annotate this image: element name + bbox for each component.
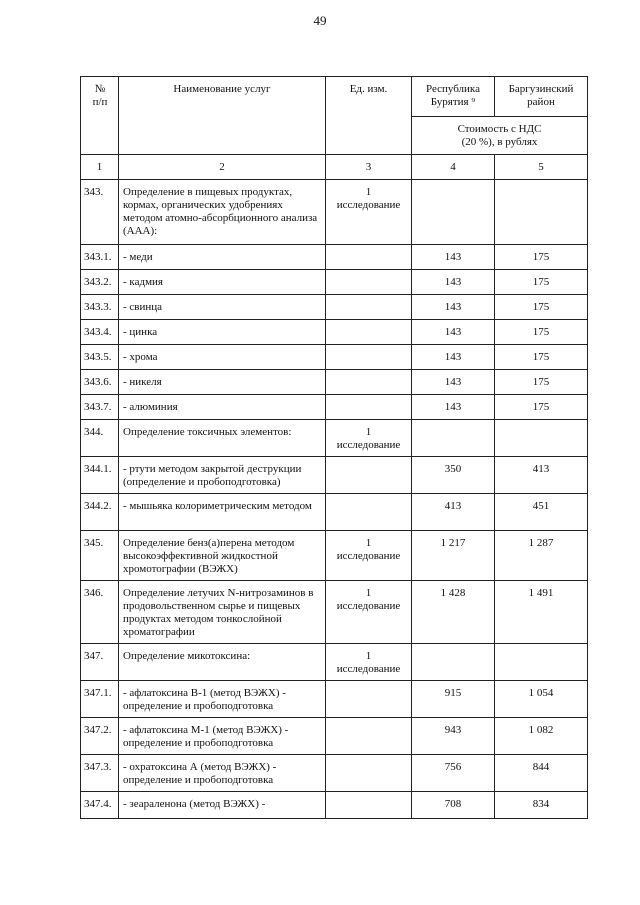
row-price-district: 175 — [495, 245, 588, 270]
table-row — [81, 457, 588, 494]
row-service-name: - никеля — [119, 370, 326, 395]
row-price-district: 1 287 — [495, 531, 588, 581]
row-price-district: 175 — [495, 395, 588, 420]
row-price-republic: 143 — [412, 395, 495, 420]
row-number: 347.3. — [81, 755, 119, 792]
table-row — [81, 180, 588, 245]
row-price-district: 175 — [495, 270, 588, 295]
table-row — [81, 320, 588, 345]
row-price-district: 834 — [495, 792, 588, 819]
row-service-name: - цинка — [119, 320, 326, 345]
row-service-name: - афлатоксина В-1 (метод ВЭЖХ) - определение и пробоподготовка — [119, 681, 326, 718]
row-number: 343.1. — [81, 245, 119, 270]
row-number: 343.2. — [81, 270, 119, 295]
table-row — [81, 581, 588, 644]
row-number: 343.7. — [81, 395, 119, 420]
row-price-district — [495, 180, 588, 245]
table-row — [81, 345, 588, 370]
row-unit — [326, 457, 412, 494]
services-price-table — [80, 76, 588, 819]
row-service-name: - мышьяка колориметрическим методом — [119, 494, 326, 531]
table-row — [81, 494, 588, 531]
row-price-republic: 350 — [412, 457, 495, 494]
row-price-republic — [412, 420, 495, 457]
row-price-district: 175 — [495, 295, 588, 320]
row-number: 344. — [81, 420, 119, 457]
row-price-republic: 143 — [412, 320, 495, 345]
row-unit — [326, 245, 412, 270]
row-unit — [326, 792, 412, 819]
header-row — [81, 77, 588, 117]
row-service-name: - хрома — [119, 345, 326, 370]
row-unit — [326, 345, 412, 370]
row-service-name: - алюминия — [119, 395, 326, 420]
row-number: 343.5. — [81, 345, 119, 370]
row-unit — [326, 681, 412, 718]
row-price-republic: 143 — [412, 370, 495, 395]
table-row — [81, 718, 588, 755]
row-price-republic: 1 217 — [412, 531, 495, 581]
header-price-group: Стоимость с НДС (20 %), в рублях — [412, 117, 588, 155]
row-service-name: - зеараленона (метод ВЭЖХ) - — [119, 792, 326, 819]
row-price-district: 1 491 — [495, 581, 588, 644]
row-price-district: 175 — [495, 370, 588, 395]
row-service-name: Определение бенз(а)перена методом высокоэффективной жидкостной хромотографии (ВЭЖХ) — [119, 531, 326, 581]
row-service-name: - свинца — [119, 295, 326, 320]
row-number: 343.3. — [81, 295, 119, 320]
col-number-5: 5 — [495, 155, 588, 180]
row-service-name: Определение токсичных элементов: — [119, 420, 326, 457]
row-price-district — [495, 644, 588, 681]
row-number: 343.4. — [81, 320, 119, 345]
row-unit — [326, 370, 412, 395]
table-row — [81, 792, 588, 819]
row-price-republic: 756 — [412, 755, 495, 792]
row-price-republic: 143 — [412, 295, 495, 320]
row-number: 347.1. — [81, 681, 119, 718]
row-unit — [326, 755, 412, 792]
row-service-name: - кадмия — [119, 270, 326, 295]
row-price-republic: 143 — [412, 245, 495, 270]
row-service-name: - охратоксина А (метод ВЭЖХ) - определение и пробоподготовка — [119, 755, 326, 792]
row-number: 346. — [81, 581, 119, 644]
table-row — [81, 644, 588, 681]
page-number: 49 — [313, 13, 327, 28]
row-price-district: 175 — [495, 320, 588, 345]
row-service-name: - афлатоксина М-1 (метод ВЭЖХ) - определение и пробоподготовка — [119, 718, 326, 755]
row-price-district: 451 — [495, 494, 588, 531]
row-number: 347. — [81, 644, 119, 681]
row-unit: 1 исследование — [326, 644, 412, 681]
row-price-republic — [412, 644, 495, 681]
row-price-republic: 943 — [412, 718, 495, 755]
table-row — [81, 681, 588, 718]
row-service-name: Определение летучих N-нитрозаминов в продовольственном сырье и пищевых продуктах методом тонкослойной хроматографии — [119, 581, 326, 644]
row-price-district — [495, 420, 588, 457]
col-number-3: 3 — [326, 155, 412, 180]
row-price-republic: 143 — [412, 345, 495, 370]
row-unit: 1 исследование — [326, 420, 412, 457]
column-numbers-row — [81, 155, 588, 180]
row-number: 347.2. — [81, 718, 119, 755]
header-service-name: Наименование услуг — [119, 77, 326, 155]
table-row — [81, 245, 588, 270]
col-number-4: 4 — [412, 155, 495, 180]
row-service-name: Определение в пищевых продуктах, кормах, органических удобрениях методом атомно-абсорбционного анализа (ААА): — [119, 180, 326, 245]
row-number: 347.4. — [81, 792, 119, 819]
row-number: 345. — [81, 531, 119, 581]
header-barguzinsky-district: Баргузинский район — [495, 77, 588, 117]
table-row — [81, 370, 588, 395]
col-number-2: 2 — [119, 155, 326, 180]
row-price-republic: 1 428 — [412, 581, 495, 644]
row-price-district: 175 — [495, 345, 588, 370]
table-row — [81, 420, 588, 457]
row-service-name: - ртути методом закрытой деструкции (определение и пробоподготовка) — [119, 457, 326, 494]
row-service-name: Определение микотоксина: — [119, 644, 326, 681]
row-price-republic: 708 — [412, 792, 495, 819]
row-unit: 1 исследование — [326, 581, 412, 644]
row-number: 344.1. — [81, 457, 119, 494]
row-unit — [326, 395, 412, 420]
row-unit: 1 исследование — [326, 531, 412, 581]
header-republic-buryatia: Республика Бурятия ⁹ — [412, 77, 495, 117]
row-number: 343. — [81, 180, 119, 245]
row-price-republic — [412, 180, 495, 245]
col-number-1: 1 — [81, 155, 119, 180]
row-price-district: 1 082 — [495, 718, 588, 755]
row-number: 343.6. — [81, 370, 119, 395]
table-row — [81, 295, 588, 320]
table-row — [81, 531, 588, 581]
row-unit — [326, 295, 412, 320]
row-unit — [326, 320, 412, 345]
header-number: № п/п — [81, 77, 119, 155]
row-unit — [326, 718, 412, 755]
table-row — [81, 755, 588, 792]
row-number: 344.2. — [81, 494, 119, 531]
table-row — [81, 395, 588, 420]
row-unit — [326, 270, 412, 295]
row-price-republic: 915 — [412, 681, 495, 718]
row-price-district: 844 — [495, 755, 588, 792]
header-unit: Ед. изм. — [326, 77, 412, 155]
row-service-name: - меди — [119, 245, 326, 270]
row-unit: 1 исследование — [326, 180, 412, 245]
row-price-district: 413 — [495, 457, 588, 494]
row-price-republic: 413 — [412, 494, 495, 531]
table-row — [81, 270, 588, 295]
row-price-district: 1 054 — [495, 681, 588, 718]
row-unit — [326, 494, 412, 531]
row-price-republic: 143 — [412, 270, 495, 295]
